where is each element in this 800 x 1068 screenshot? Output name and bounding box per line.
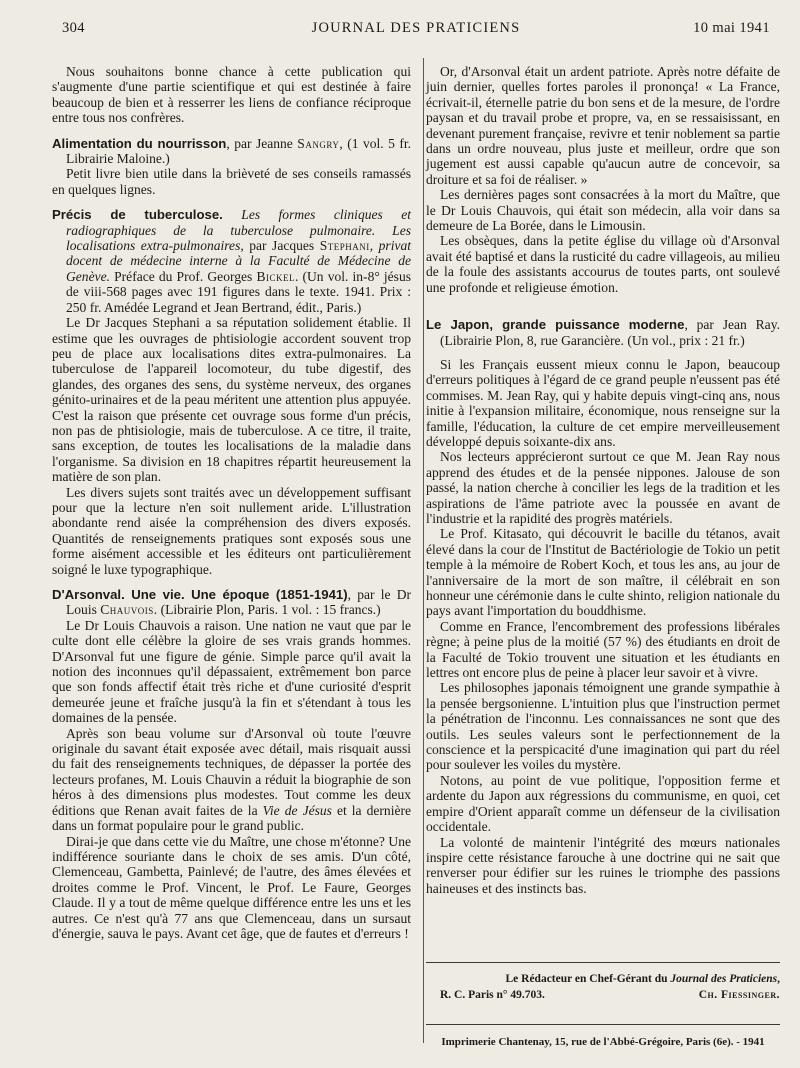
review-subtitle: Les formes cliniques et radiographiques de la tuberculose pulmonaire. Les localisations extra-pulmonaires, [66, 207, 411, 254]
review-title: Précis de tuberculose. [52, 207, 223, 223]
review-by: , par le Dr Louis [66, 587, 412, 618]
review-publisher: , par Jean Ray. (Librairie Plon, 8, rue Garancière. (Un vol., prix : 21 fr.) [440, 317, 780, 348]
review-title: D'Arsonval. Une vie. Une époque (1851-1941) [52, 587, 348, 602]
review-body: Les philosophes japonais témoignent une grande sympathie à la pensée bergsonienne. L'intuition plus que l'instruction permet la pénétration de l'inconnu. Les connaissances ne sont que des outils. Les seules valeurs sont le perfectionnement de la conscience et la perspicacité d'une imagination qui part du réel pour soulever les voiles du mystère. [426, 680, 780, 773]
review-heading-japon [426, 317, 780, 348]
review-body: Comme en France, l'encombrement des professions libérales règne; à peine plus de la moitié (57 %) des étudiants en droit de la Faculté de Tokio trouvent une situation et les étudiants en lettres ont encore plus de peine à placer leur savoir et à vivre. [426, 618, 780, 681]
review-title: Le Japon, grande puissance moderne [426, 317, 685, 333]
review-body: Le Dr Jacques Stephani a sa réputation solidement établie. Il estime que les ouvrages de phtisiologie accordent souvent trop peu de place aux localisations dites extra-pulmonaires. La tuberculose de l'appareil locomoteur, du tube digestif, des glandes, des organes des sens, du système nerveux, des organes génito-urinaires et de la peau méritent une attention plus appuyée. C'est la raison que présente cet ouvrage sous forme d'un précis, non pas de phtisiologie, mais de tuberculose. A ce titre, il traite, sans exception, de toutes les localisations de la maladie dans l'organisme. Sa division en 18 chapitres répartit heureusement la matière de son plan. [52, 315, 411, 485]
intro-paragraph: Nous souhaitons bonne chance à cette publication qui s'augmente d'une partie scientifique et qui est destinée à faire beaucoup de bien et à resserrer les liens de confiance réciproque entre tous nos confrères. [52, 64, 411, 126]
review-body: Le Prof. Kitasato, qui découvrit le bacille du tétanos, avait élevé dans la cour de l'Institut de Bactériologie de Tokio un petit temple à la mémoire de Robert Koch, et tous les ans, au jour de l'anniversaire de la mort de son maître, il célébrait en son honneur une cérémonie dans le culte shinto, religion nationale du pays avant l'importation du bouddhisme. [426, 526, 780, 619]
review-title: Alimentation du nourrisson [52, 135, 227, 151]
registry-number: R. C. Paris n° 49.703. [440, 989, 545, 1001]
review-author-role: , privat docent de médecine interne à la Faculté de Médecine de Genève. [66, 238, 412, 284]
review-publisher: . (Un vol. in-8° jésus de viii-568 pages avec 191 figures dans le texte. 1941. Prix : 250 fr. Amédée Legrand et Jean Bertrand, édit., Paris.) [66, 268, 411, 315]
review-body: Dirai-je que dans cette vie du Maître, une chose m'étonne? Une indifférence souriante dans le choix de ses amis. D'un côté, Clemenceau, Gambetta, Painlevé; de l'autre, des âmes élevées et droites comme le Prof. Vincent, le Prof. Le Faure, Georges Claude. Il y a tout de même quelque différence entre les uns et les autres. Ce n'est qu'à 77 ans que Clemenceau, dans un sursaut d'énergie, sauva le pays. Avant cet âge, que de fautes et d'erreurs ! [52, 833, 411, 941]
editor-credits [440, 971, 780, 1003]
review-text: Après son beau volume sur d'Arsonval où toute l'œuvre originale du savant était exposée avec détail, mais risquait aussi du fait des renseignements techniques, de dépasser la portée des lecteurs profanes, M. Louis Chauvin a réduit la biographie de son héros à des dimensions plus modestes. Tout comme les deux éditions que Renan avait faites de la [52, 725, 411, 818]
journal-name-italic: Journal des Praticiens [670, 973, 778, 985]
review-body: Petit livre bien utile dans la brièveté de ses conseils ramassés en quelques lignes. [52, 166, 411, 197]
review-author: Stephani [319, 238, 370, 254]
editor-comma: , [777, 973, 780, 985]
review-body: Or, d'Arsonval était un ardent patriote. Après notre défaite de juin dernier, quelles fortes paroles il prononça! « La France, écrivait-il, éternelle patrie du bon sens et de la mesure, de l'ordre paysan et du travail probe et propre, va, en se ressaisissant, en devenant purement française, revivre et tenir noblement sa partie dans un ordre nouveau, plus juste et meilleur, ordre que son jugement est aussi capable qu'aucun autre de concevoir, sa droiture et sa foi de réaliser. » [426, 64, 780, 187]
footer-rule-top [426, 962, 780, 963]
review-preface: Préface du Prof. Georges [110, 268, 257, 284]
review-author: Chauvois [100, 602, 154, 618]
book-title-italic: Vie de Jésus [262, 802, 332, 818]
printer-imprint: Imprimerie Chantenay, 15, rue de l'Abbé-Grégoire, Paris (6e). - 1941 [441, 1036, 765, 1048]
review-preface-author: Bickel [256, 268, 295, 284]
review-by: , par Jeanne [226, 135, 298, 151]
review-body: Nos lecteurs apprécieront surtout ce que M. Jean Ray nous apprend des études et de la pensée nippones. Jalouse de son passé, la nation cherche à concilier les legs de la tradition et les aspirations de l'âme patriote avec la poussée en avant de l'industrie et la rapidité des progrès matériels. [426, 449, 780, 526]
footer-rule-bottom [426, 1024, 780, 1025]
review-body: Les divers sujets sont traités avec un développement suffisant pour que la lecture n'en soit nullement aride. L'illustration abondante rend aisée la compréhension des divers exposés. Quantités de renseignements pratiques sont exposés sous une forme aisément accessible et les éditeurs ont particulièrement soigné le luxe typographique. [52, 484, 411, 577]
editor-label: Le Rédacteur en Chef-Gérant du [505, 973, 671, 985]
review-author: Sangry [297, 135, 340, 151]
spacer [426, 348, 780, 357]
review-publisher: . (Librairie Plon, Paris. 1 vol. : 15 francs.) [153, 602, 381, 618]
right-column [426, 64, 780, 896]
review-heading-tuberculose [52, 207, 411, 315]
review-by: par Jacques [243, 238, 320, 254]
issue-date: 10 mai 1941 [693, 20, 770, 36]
review-text: et la dernière dans un format populaire pour le grand public. [52, 802, 411, 834]
review-body [52, 726, 411, 834]
review-body: La volonté de maintenir l'intégrité des mœurs nationales inspire cette résistance farouche à une doctrine qui ne sait que renverser pour édifier sur les ruines le triomphe des passions haineuses et des instincts bas. [426, 834, 780, 896]
review-heading-darsonval [52, 587, 411, 618]
editor-line-2 [440, 987, 780, 1003]
review-publisher: , (1 vol. 5 fr. Librairie Maloine.) [66, 135, 412, 167]
page-number: 304 [62, 20, 85, 36]
review-body: Si les Français eussent mieux connu le Japon, beaucoup d'erreurs politiques à l'égard de ce grand peuple n'eussent pas été commises. M. Jean Ray, qui y habite depuis vingt-cinq ans, nous initie à l'expansion militaire, économique, nous renseigne sur la famille, l'éducation, la culture de cet empire merveilleusement développé depuis soixante-dix ans. [426, 356, 780, 449]
editor-line [440, 971, 780, 987]
column-divider [423, 58, 424, 1043]
review-body: Notons, au point de vue politique, l'opposition ferme et ardente du Japon aux régressions du communisme, en quoi, cet empire d'Orient apparaît comme un défenseur de la civilisation occidentale. [426, 772, 780, 835]
review-body: Les dernières pages sont consacrées à la mort du Maître, que le Dr Louis Chauvois, qui était son médecin, alla voir dans sa demeure de La Borée, dans le Limousin. [426, 187, 780, 234]
review-body: Les obsèques, dans la petite église du village où d'Arsonval avait été baptisé et dans la rusticité du cadre villageois, au milieu de la foule des assistants accourus de toutes parts, ont soulevé une profonde et religieuse émotion. [426, 233, 780, 295]
page-header [62, 20, 770, 40]
left-column [52, 64, 411, 941]
review-body: Le Dr Louis Chauvois a raison. Une nation ne vaut que par le culte dont elle célèbre la gloire de ses vrais grands hommes. D'Arsonval fut une figure de génie. Simple parce qu'il avait la notion des inconnues qu'il dépassaient, extrêmement bon parce que son fonds affectif était très riche et d'une curiosité d'esprit demeurée jeune et fraîche jusqu'à la fin et s'étendant à tous les domaines de la pensée. [52, 617, 411, 726]
review-heading-alimentation [52, 136, 411, 167]
editor-name: Ch. Fiessinger. [698, 989, 780, 1001]
journal-title: JOURNAL DES PRATICIENS [311, 20, 521, 36]
